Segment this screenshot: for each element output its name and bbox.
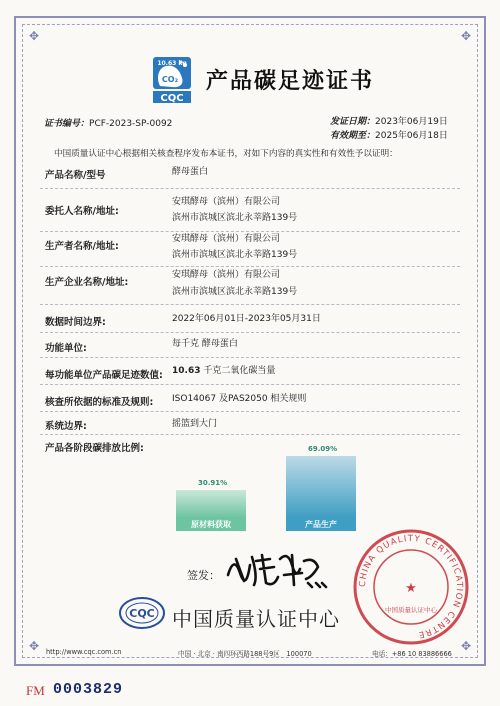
chart-bar-1 xyxy=(176,490,246,518)
issue-date xyxy=(330,114,448,127)
row-label-manufacturer: 生产企业名称/地址: xyxy=(45,277,129,288)
organization-name: 中国质量认证中心 xyxy=(172,607,340,631)
divider xyxy=(40,384,460,385)
serial-number: 0003829 xyxy=(53,681,124,698)
certification-seal xyxy=(352,528,470,646)
issue-date-value: 2023年06月19日 xyxy=(375,117,448,127)
row-label-functional-unit: 功能单位: xyxy=(45,343,87,354)
certificate-number xyxy=(44,116,172,129)
divider xyxy=(40,304,460,305)
row-label-standard: 核查所依据的标准及规则: xyxy=(45,397,154,408)
logo-value: 10.63 kg xyxy=(157,60,187,67)
chart-category-label-1: 原材料获取 xyxy=(176,518,246,531)
row-value-footprint xyxy=(172,364,275,379)
valid-date xyxy=(330,128,448,141)
carbon-footprint-logo xyxy=(152,56,192,104)
footprint-number: 10.63 xyxy=(172,366,201,376)
row-value-system-boundary: 摇篮到大门 xyxy=(172,419,218,429)
seal-inner-text: 中国质量认证中心 xyxy=(385,606,437,614)
row-value-product: 酵母蛋白 xyxy=(172,167,209,177)
divider xyxy=(40,332,460,333)
logo-co2: CO₂ xyxy=(161,75,179,84)
certificate-number-value: PCF-2023-SP-0092 xyxy=(89,119,173,129)
valid-date-label: 有效期至： xyxy=(330,131,376,141)
chart-value-label-2: 69.09% xyxy=(308,445,338,453)
logo-brand: CQC xyxy=(160,93,184,104)
row-value-functional-unit: 每千克 酵母蛋白 xyxy=(172,339,238,349)
certificate-number-label: 证书编号： xyxy=(44,119,90,129)
seal-ring-text: CHINA QUALITY CERTIFICATION CENTRE xyxy=(357,533,465,640)
footprint-unit: 千克二氧化碳当量 xyxy=(203,366,276,376)
certificate-statement: 中国质量认证中心根据相关核查程序发布本证书，对如下内容的真实性和有效性予以证明： xyxy=(54,149,398,159)
chart-value-label-1: 30.91% xyxy=(198,479,228,487)
row-label-system-boundary: 系统边界: xyxy=(45,421,87,432)
row-label-producer: 生产者名称/地址: xyxy=(45,241,119,252)
row-label-stage-ratio: 产品各阶段碳排放比例: xyxy=(45,443,144,454)
divider xyxy=(40,411,460,412)
issue-date-label: 发证日期： xyxy=(330,117,376,127)
serial-prefix: FM xyxy=(26,683,45,698)
cqc-logo-text: CQC xyxy=(129,607,155,620)
row-value-client-address: 滨州市滨城区滨北永莘路139号 xyxy=(172,213,298,223)
signature-label: 签发： xyxy=(187,569,220,582)
row-label-client: 委托人名称/地址: xyxy=(45,206,119,217)
row-value-producer-name: 安琪酵母（滨州）有限公司 xyxy=(172,234,281,244)
divider xyxy=(40,266,460,267)
seal-star: ★ xyxy=(405,581,417,596)
footer-website[interactable]: http://www.cqc.com.cn xyxy=(46,648,122,656)
row-label-time-boundary: 数据时间边界: xyxy=(45,317,106,328)
certificate-title: 产品碳足迹证书 xyxy=(206,69,375,94)
corner-ornament: ✥ xyxy=(28,29,40,43)
row-value-client-name: 安琪酵母（滨州）有限公司 xyxy=(172,197,281,207)
footer-phone: 电话：+86 10 83886666 xyxy=(372,650,452,658)
signature-image xyxy=(222,547,332,591)
valid-date-value: 2025年06月18日 xyxy=(375,131,448,141)
footer-address: 中国 · 北京 · 南四环西路188号9区 100070 xyxy=(178,650,312,658)
cqc-logo xyxy=(118,596,166,630)
divider xyxy=(40,357,460,358)
chart-category-label-2: 产品生产 xyxy=(286,518,356,531)
row-label-footprint-value: 每功能单位产品碳足迹数值: xyxy=(45,370,163,381)
row-value-manufacturer-address: 滨州市滨城区滨北永莘路139号 xyxy=(172,287,298,297)
row-label-product: 产品名称/型号 xyxy=(45,170,106,181)
corner-ornament: ✥ xyxy=(28,639,40,653)
divider xyxy=(40,188,460,189)
corner-ornament: ✥ xyxy=(460,29,472,43)
row-value-time-boundary: 2022年06月01日-2023年05月31日 xyxy=(172,314,321,324)
row-value-manufacturer-name: 安琪酵母（滨州）有限公司 xyxy=(172,270,281,280)
divider xyxy=(40,434,460,435)
row-value-standard: ISO14067 及PAS2050 相关规则 xyxy=(172,394,307,404)
corner-ornament: ✥ xyxy=(460,639,472,653)
chart-bar-2 xyxy=(286,456,356,518)
row-value-producer-address: 滨州市滨城区滨北永莘路139号 xyxy=(172,250,298,260)
